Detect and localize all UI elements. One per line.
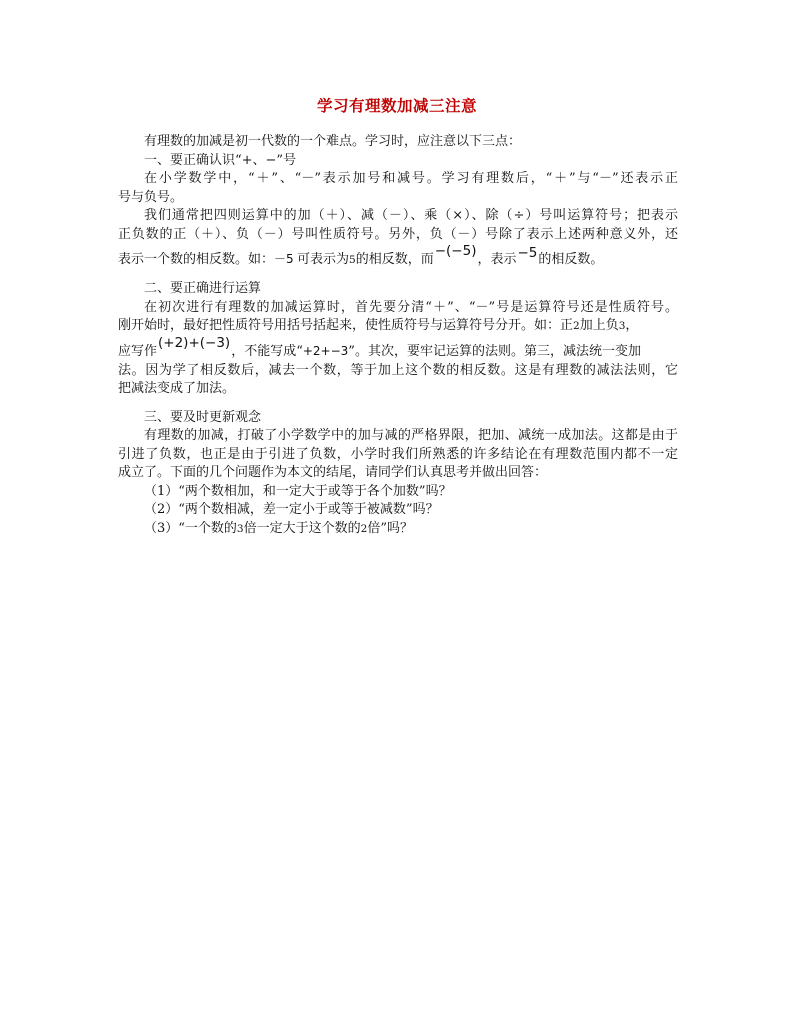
- text-segment: ”。其次，要牢记运算的法则。第三，减法统一变加: [348, 343, 641, 359]
- text-segment: 倍一定大于这个数的: [243, 520, 361, 536]
- section-3-line1: 有理数的加减，打破了小学数学中的加与减的严格界限，把加、减统一成加法。这都是由于: [144, 428, 678, 443]
- text-segment: 表示一个数的相反数。如：: [118, 252, 275, 267]
- text-segment: 的相反数。: [538, 252, 604, 267]
- section-2-line4: 法。因为学了相反数后，减去一个数，等于加上这个数的相反数。这是有理数的减法法则，它: [118, 362, 678, 378]
- section-1-p1-line1: 在小学数学中，“＋”、“－”表示加号和减号。学习有理数后，“＋”与“－”还表示正: [144, 171, 678, 186]
- number-three: 3: [618, 320, 626, 332]
- section-2-line5: 把减法变成了加法。: [118, 381, 236, 396]
- text-segment: 刚开始时，最好把性质符号用括号括起来，使性质符号与运算符号分开。如：正: [118, 318, 574, 333]
- section-2-line1: 在初次进行有理数的加减运算时，首先要分清“＋”、“－”号是运算符号还是性质符号。: [144, 299, 678, 315]
- question-1: （1）“两个数相加，和一定大于或等于各个加数”吗？: [144, 483, 452, 499]
- text-segment: ，不能写成“: [231, 343, 303, 359]
- spacer: [118, 399, 678, 409]
- intro-paragraph: 有理数的加减是初一代数的一个难点。学习时，应注意以下三点：: [144, 134, 522, 149]
- section-3-line3: 成立了。下面的几个问题作为本文的结尾，请同学们认真思考并做出回答：: [118, 465, 548, 480]
- section-1-heading: 一、要正确认识“+、−”号: [144, 152, 297, 168]
- section-1-p1-line2: 号与负号。: [118, 189, 184, 205]
- text-segment: （3）“一个数的: [144, 520, 237, 536]
- number-five: 5: [349, 254, 356, 266]
- section-2-heading: 二、要正确进行运算: [144, 281, 262, 296]
- text-segment: 应写作: [118, 343, 158, 359]
- number-two: 2: [360, 522, 368, 535]
- text-segment: 可表示为: [297, 252, 350, 267]
- text-segment: ，表示: [477, 252, 517, 267]
- section-2-line3: [118, 336, 678, 362]
- section-1-p2-line2: 正负数的正（＋）、负（－）号叫性质符号。另外，负（－）号除了表示上述两种意义外，还: [118, 226, 678, 242]
- text-segment: 倍”吗？: [367, 520, 413, 536]
- math-neg-neg-five: −(−5): [434, 243, 477, 259]
- math-expression-wrong: +2+−3: [302, 343, 349, 358]
- math-expression-correct: (+2)+(−3): [158, 334, 231, 351]
- text-segment: 加上负: [579, 318, 619, 333]
- number-three: 3: [236, 522, 244, 535]
- section-1-p2-line1: 我们通常把四则运算中的加（＋）、减（－）、乘（×）、除（÷）号叫运算符号；把表示: [144, 208, 678, 223]
- text-segment: ，: [625, 318, 639, 333]
- question-2: （2）“两个数相减，差一定小于或等于被减数”吗？: [144, 502, 439, 517]
- text-segment: 的相反数，而: [355, 252, 434, 267]
- section-1-p2-line3: [118, 244, 678, 270]
- section-2-line2: [118, 317, 678, 336]
- number-two: 2: [573, 320, 580, 332]
- section-3-heading: 三、要及时更新观念: [144, 409, 262, 425]
- question-3: [118, 520, 678, 539]
- math-neg-five-2: −5: [517, 245, 538, 261]
- spacer: [118, 270, 678, 280]
- article-body: [118, 133, 678, 538]
- section-3-line2: 引进了负数，也正是由于引进了负数，小学时我们所熟悉的许多结论在有理数范围内都不一定: [118, 446, 678, 462]
- page-title: 学习有理数加减三注意: [316, 96, 477, 115]
- math-neg-five: －5: [274, 252, 294, 266]
